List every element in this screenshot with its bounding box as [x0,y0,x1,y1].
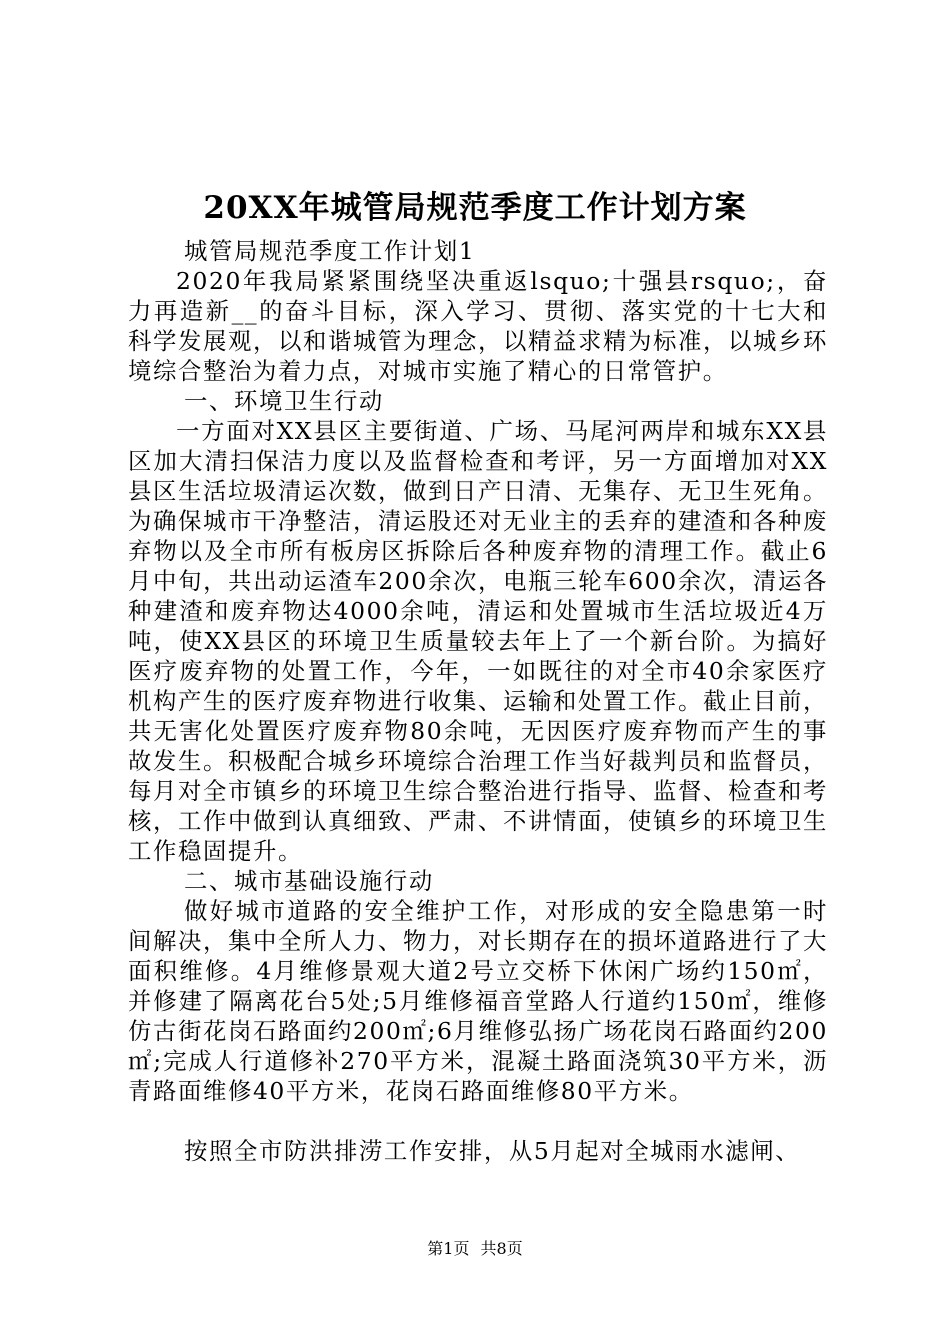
paragraph-sanitation: 一方面对XX县区主要街道、广场、马尾河两岸和城东XX县区加大清扫保洁力度以及监督检查和考评，另一方面增加对XX县区生活垃圾清运次数，做到日产日清、无集存、无卫生死角。为确保城市干净整洁，清运股还对无业主的丢弃的建渣和各种废弃物以及全市所有板房区拆除后各种废弃物的清理工作。截止6月中旬，共出动运渣车200余次，电瓶三轮车600余次，清运各种建渣和废弃物达4000余吨，清运和处置城市生活垃圾近4万吨，使XX县区的环境卫生质量较去年上了一个新台阶。为搞好医疗废弃物的处置工作，今年，一如既往的对全市40余家医疗机构产生的医疗废弃物进行收集、运输和处置工作。截止目前，共无害化处置医疗废弃物80余吨，无因医疗废弃物而产生的事故发生。积极配合城乡环境综合治理工作当好裁判员和监督员，每月对全市镇乡的环境卫生综合整治进行指导、监督、检查和考核，工作中做到认真细致、严肃、不讲情面，使镇乡的环境卫生工作稳固提升。 [128,417,828,865]
document-title: 20XX年城管局规范季度工作计划方案 [203,190,747,226]
subtitle-line: 城管局规范季度工作计划1 [184,237,476,265]
paragraph-flood-control: 按照全市防洪排涝工作安排，从5月起对全城雨水滤闸、 [184,1137,801,1165]
page-total: 共8页 [480,1239,523,1258]
paragraph-spacer [128,1106,828,1136]
document-body [128,236,828,1166]
section-heading-1: 一、环境卫生行动 [184,387,384,415]
section-heading-2: 二、城市基础设施行动 [184,867,434,895]
paragraph-intro: 2020年我局紧紧围绕坚决重返lsquo;十强县rsquo;，奋力再造新__的奋斗目标，深入学习、贯彻、落实党的十七大和科学发展观，以和谐城管为理念，以精益求精为标准，以城乡环境综合整治为着力点，对城市实施了精心的日常管护。 [128,267,828,385]
paragraph-infrastructure: 做好城市道路的安全维护工作，对形成的安全隐患第一时间解决，集中全所人力、物力，对长期存在的损坏道路进行了大面积维修。4月维修景观大道2号立交桥下休闲广场约150㎡，并修建了隔离花台5处;5月维修福音堂路人行道约150㎡，维修仿古街花岗石路面约200㎡;6月维修弘扬广场花岗石路面约200㎡;完成人行道修补270平方米，混凝土路面浇筑30平方米，沥青路面维修40平方米，花岗石路面维修80平方米。 [128,897,828,1105]
page-footer [0,1238,950,1260]
page-number: 第1页 [427,1239,470,1258]
